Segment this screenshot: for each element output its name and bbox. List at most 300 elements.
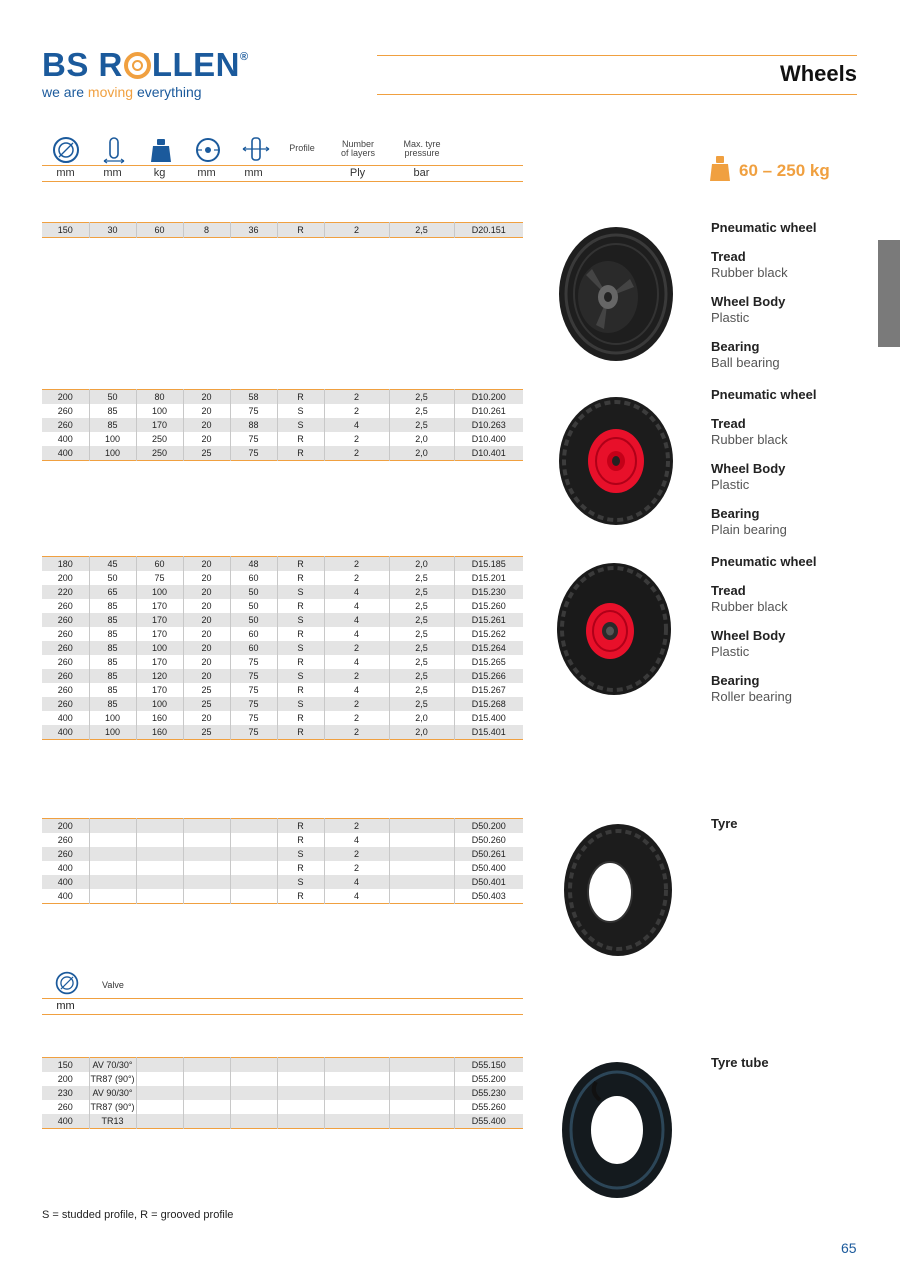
table-cell: [136, 1058, 183, 1073]
table-cell: D15.265: [454, 655, 523, 669]
table-cell: S: [277, 418, 324, 432]
table-cell: 2: [324, 669, 389, 683]
table-cell: 260: [42, 404, 89, 418]
table-cell: 260: [42, 1100, 89, 1114]
table-cell: 170: [136, 599, 183, 613]
valve-column-header: [42, 970, 523, 1015]
table-cell: D10.261: [454, 404, 523, 418]
table-cell: [183, 875, 230, 889]
table-cell: 30: [89, 223, 136, 238]
table-row: [42, 390, 523, 405]
pneumatic-wheel-red-hub-image: [557, 395, 675, 527]
table-cell: [277, 1100, 324, 1114]
unit-cell: mm: [56, 1000, 75, 1012]
product-description-1: [711, 220, 816, 384]
table-cell: [183, 847, 230, 861]
table-cell: 50: [230, 613, 277, 627]
weight-icon: [710, 156, 730, 181]
table-cell: [230, 1086, 277, 1100]
unit-cell: bar: [413, 167, 430, 179]
table-cell: D15.230: [454, 585, 523, 599]
table-cell: S: [277, 585, 324, 599]
bearing-label: Bearing: [711, 506, 760, 521]
table-row: [42, 833, 523, 847]
tread-value: Rubber black: [711, 432, 788, 447]
table-cell: 120: [136, 669, 183, 683]
table-row: [42, 641, 523, 655]
table-row: [42, 1100, 523, 1114]
table-cell: D10.200: [454, 390, 523, 405]
table-cell: 2,5: [389, 613, 454, 627]
table-cell: 75: [230, 683, 277, 697]
unit-cell: mm: [244, 167, 263, 179]
table-cell: 2: [324, 819, 389, 834]
table-cell: [389, 1086, 454, 1100]
table-cell: R: [277, 889, 324, 904]
table-cell: 2: [324, 725, 389, 740]
table-cell: D55.400: [454, 1114, 523, 1129]
table-row: [42, 557, 523, 572]
table-cell: [230, 861, 277, 875]
table-cell: 2: [324, 432, 389, 446]
table-cell: 260: [42, 418, 89, 432]
table-cell: 4: [324, 889, 389, 904]
table-row: [42, 1086, 523, 1100]
table-cell: [183, 1114, 230, 1129]
pressure-label-2: pressure: [404, 148, 440, 158]
load-capacity-icon: [146, 135, 176, 165]
table-cell: 100: [89, 711, 136, 725]
table-cell: 75: [230, 432, 277, 446]
tyre-image: [562, 822, 674, 958]
table-cell: 75: [230, 446, 277, 461]
table-cell: [277, 1058, 324, 1073]
table-cell: S: [277, 875, 324, 889]
table-cell: 20: [183, 557, 230, 572]
table-cell: 170: [136, 655, 183, 669]
table-cell: 400: [42, 446, 89, 461]
spec-table-pneumatic-roller: [42, 556, 523, 740]
table-cell: 2: [324, 390, 389, 405]
logo-ring-icon: [124, 52, 151, 79]
pressure-label-1: Max. tyre: [403, 139, 441, 149]
table-cell: 100: [89, 432, 136, 446]
table-cell: R: [277, 557, 324, 572]
table-cell: 60: [136, 557, 183, 572]
table-cell: [136, 833, 183, 847]
table-cell: 85: [89, 655, 136, 669]
valve-units-row: [42, 998, 523, 1015]
chapter-tab: [878, 240, 900, 347]
table-cell: R: [277, 599, 324, 613]
unit-cell: mm: [56, 167, 75, 179]
product-description-5: [711, 1055, 769, 1084]
spec-table-tyre-tube: [42, 1057, 523, 1129]
table-cell: 2,5: [389, 655, 454, 669]
table-cell: 250: [136, 446, 183, 461]
table-cell: 85: [89, 599, 136, 613]
table-cell: [389, 861, 454, 875]
table-cell: 170: [136, 613, 183, 627]
bearing-value: Ball bearing: [711, 355, 780, 370]
table-cell: [136, 1086, 183, 1100]
table-cell: 260: [42, 613, 89, 627]
table-cell: 2,5: [389, 223, 454, 238]
table-cell: 200: [42, 390, 89, 405]
table-cell: 85: [89, 613, 136, 627]
table-cell: [277, 1114, 324, 1129]
product-title: Pneumatic wheel: [711, 220, 817, 235]
table-cell: 2: [324, 223, 389, 238]
table-cell: [324, 1072, 389, 1086]
table-cell: 60: [230, 571, 277, 585]
table-cell: R: [277, 432, 324, 446]
table-row: [42, 819, 523, 834]
table-cell: [324, 1114, 389, 1129]
table-cell: 75: [230, 697, 277, 711]
layers-label-1: Number: [341, 139, 374, 149]
weight-range-text: 60 – 250 kg: [739, 161, 830, 180]
table-cell: 4: [324, 833, 389, 847]
brand-tagline: we are moving everything: [42, 84, 202, 100]
bearing-label: Bearing: [711, 339, 760, 354]
table-cell: D50.403: [454, 889, 523, 904]
table-cell: 100: [136, 404, 183, 418]
body-value: Plastic: [711, 477, 750, 492]
table-cell: [89, 861, 136, 875]
table-cell: 2,5: [389, 418, 454, 432]
table-cell: 260: [42, 847, 89, 861]
table-cell: 2,5: [389, 641, 454, 655]
units-row: [42, 165, 523, 182]
table-row: [42, 1114, 523, 1129]
table-cell: AV 90/30°: [89, 1086, 136, 1100]
table-cell: [230, 1100, 277, 1114]
axle-bore-icon: [193, 135, 223, 165]
table-cell: [183, 1086, 230, 1100]
page-number: 65: [841, 1240, 857, 1256]
table-cell: 25: [183, 725, 230, 740]
table-cell: S: [277, 613, 324, 627]
table-cell: [389, 847, 454, 861]
product-title: Tyre: [711, 816, 738, 831]
table-row: [42, 418, 523, 432]
wheel-diameter-icon: [51, 135, 81, 165]
table-cell: S: [277, 847, 324, 861]
table-cell: 4: [324, 613, 389, 627]
table-cell: 2,5: [389, 627, 454, 641]
table-cell: 2: [324, 404, 389, 418]
tread-value: Rubber black: [711, 599, 788, 614]
bearing-label: Bearing: [711, 673, 760, 688]
table-cell: 4: [324, 875, 389, 889]
table-cell: [389, 1058, 454, 1073]
table-cell: 2,5: [389, 683, 454, 697]
spec-table-pneumatic-plain: [42, 389, 523, 461]
table-cell: [183, 889, 230, 904]
table-row: [42, 613, 523, 627]
bearing-value: Plain bearing: [711, 522, 787, 537]
table-row: [42, 432, 523, 446]
table-cell: D55.150: [454, 1058, 523, 1073]
table-cell: 100: [136, 585, 183, 599]
table-cell: 45: [89, 557, 136, 572]
table-cell: D15.266: [454, 669, 523, 683]
table-cell: 2,5: [389, 585, 454, 599]
product-description-2: [711, 387, 816, 551]
table-cell: D15.268: [454, 697, 523, 711]
brand-name: BS R LLEN®: [42, 46, 249, 83]
table-cell: [230, 833, 277, 847]
table-cell: 20: [183, 599, 230, 613]
tread-value: Rubber black: [711, 265, 788, 280]
table-cell: 85: [89, 641, 136, 655]
table-cell: D15.261: [454, 613, 523, 627]
table-cell: 260: [42, 669, 89, 683]
table-cell: [183, 1100, 230, 1114]
table-cell: D55.200: [454, 1072, 523, 1086]
table-cell: 2,5: [389, 404, 454, 418]
table-cell: 50: [89, 390, 136, 405]
table-cell: R: [277, 446, 324, 461]
table-cell: [136, 847, 183, 861]
table-row: [42, 683, 523, 697]
table-cell: [136, 889, 183, 904]
table-cell: 2: [324, 641, 389, 655]
table-cell: 2: [324, 861, 389, 875]
table-row: [42, 889, 523, 904]
product-title: Pneumatic wheel: [711, 554, 817, 569]
table-cell: [136, 819, 183, 834]
table-cell: TR13: [89, 1114, 136, 1129]
table-cell: D55.260: [454, 1100, 523, 1114]
pneumatic-wheel-roller-bearing-image: [555, 561, 673, 697]
table-cell: 25: [183, 683, 230, 697]
table-cell: 85: [89, 404, 136, 418]
table-cell: S: [277, 404, 324, 418]
table-row: [42, 725, 523, 740]
body-label: Wheel Body: [711, 628, 786, 643]
table-cell: R: [277, 571, 324, 585]
unit-cell: mm: [197, 167, 216, 179]
table-cell: R: [277, 627, 324, 641]
table-cell: 2: [324, 446, 389, 461]
table-cell: 75: [230, 404, 277, 418]
tube-diameter-icon: [54, 970, 80, 996]
table-cell: 160: [136, 711, 183, 725]
table-cell: [89, 847, 136, 861]
table-cell: 260: [42, 655, 89, 669]
unit-cell: kg: [153, 167, 166, 179]
table-cell: 2: [324, 557, 389, 572]
product-description-4: [711, 816, 738, 845]
spec-table-pneumatic-ball: [42, 222, 523, 238]
table-cell: 4: [324, 683, 389, 697]
table-cell: [183, 833, 230, 847]
table-cell: 260: [42, 599, 89, 613]
table-cell: D50.260: [454, 833, 523, 847]
product-title: Pneumatic wheel: [711, 387, 817, 402]
table-cell: D15.400: [454, 711, 523, 725]
table-cell: R: [277, 655, 324, 669]
table-cell: 4: [324, 585, 389, 599]
table-cell: 50: [89, 571, 136, 585]
table-cell: 48: [230, 557, 277, 572]
table-cell: 260: [42, 641, 89, 655]
tread-label: Tread: [711, 249, 746, 264]
table-cell: [136, 1072, 183, 1086]
table-cell: [389, 889, 454, 904]
table-cell: [183, 819, 230, 834]
table-cell: D10.400: [454, 432, 523, 446]
table-cell: 400: [42, 875, 89, 889]
table-cell: [230, 847, 277, 861]
table-cell: D50.261: [454, 847, 523, 861]
table-cell: R: [277, 711, 324, 725]
table-cell: 60: [230, 641, 277, 655]
tyre-tube-image: [560, 1060, 674, 1200]
table-cell: [89, 889, 136, 904]
table-cell: 20: [183, 432, 230, 446]
table-cell: 400: [42, 1114, 89, 1129]
table-cell: 100: [89, 725, 136, 740]
table-cell: 20: [183, 613, 230, 627]
table-cell: 400: [42, 711, 89, 725]
table-cell: 58: [230, 390, 277, 405]
table-cell: R: [277, 683, 324, 697]
table-cell: 150: [42, 223, 89, 238]
table-cell: D10.401: [454, 446, 523, 461]
page-title: Wheels: [779, 61, 857, 86]
table-cell: [136, 1100, 183, 1114]
body-label: Wheel Body: [711, 461, 786, 476]
table-cell: 20: [183, 571, 230, 585]
table-cell: 75: [230, 655, 277, 669]
pneumatic-wheel-grey-hub-image: [556, 225, 676, 363]
table-cell: R: [277, 819, 324, 834]
table-cell: 20: [183, 655, 230, 669]
table-cell: 20: [183, 669, 230, 683]
table-cell: [230, 1058, 277, 1073]
table-cell: 100: [89, 446, 136, 461]
table-cell: R: [277, 390, 324, 405]
table-cell: 25: [183, 446, 230, 461]
table-cell: 88: [230, 418, 277, 432]
table-cell: 250: [136, 432, 183, 446]
table-row: [42, 446, 523, 461]
table-cell: 2,5: [389, 697, 454, 711]
table-cell: [277, 1072, 324, 1086]
table-cell: 200: [42, 819, 89, 834]
table-cell: 60: [230, 627, 277, 641]
bearing-value: Roller bearing: [711, 689, 792, 704]
table-cell: 260: [42, 833, 89, 847]
table-cell: D50.400: [454, 861, 523, 875]
table-cell: [230, 889, 277, 904]
brand-logo: [42, 44, 249, 100]
table-cell: 50: [230, 599, 277, 613]
table-cell: 20: [183, 390, 230, 405]
table-cell: 85: [89, 627, 136, 641]
table-cell: 2,0: [389, 711, 454, 725]
table-cell: [183, 1072, 230, 1086]
table-cell: 2: [324, 697, 389, 711]
table-cell: D15.201: [454, 571, 523, 585]
table-cell: D15.262: [454, 627, 523, 641]
table-cell: 2: [324, 711, 389, 725]
table-cell: 2,5: [389, 599, 454, 613]
table-cell: 75: [230, 669, 277, 683]
table-cell: 150: [42, 1058, 89, 1073]
spec-table-tyre: [42, 818, 523, 904]
table-cell: 230: [42, 1086, 89, 1100]
table-cell: D10.263: [454, 418, 523, 432]
table-row: [42, 847, 523, 861]
table-cell: 200: [42, 1072, 89, 1086]
tread-label: Tread: [711, 416, 746, 431]
table-cell: [230, 875, 277, 889]
table-cell: 2: [324, 847, 389, 861]
table-cell: 2,5: [389, 571, 454, 585]
body-value: Plastic: [711, 644, 750, 659]
table-cell: 75: [136, 571, 183, 585]
unit-cell: mm: [103, 167, 122, 179]
tread-label: Tread: [711, 583, 746, 598]
table-cell: [389, 833, 454, 847]
table-cell: 75: [230, 725, 277, 740]
table-cell: 100: [136, 641, 183, 655]
table-cell: [277, 1086, 324, 1100]
table-row: [42, 697, 523, 711]
table-cell: 85: [89, 683, 136, 697]
valve-label: Valve: [102, 980, 124, 990]
title-rule-bottom: [377, 94, 857, 95]
table-cell: 2,0: [389, 446, 454, 461]
table-cell: D50.200: [454, 819, 523, 834]
table-cell: [230, 1114, 277, 1129]
table-cell: 2,5: [389, 669, 454, 683]
table-row: [42, 875, 523, 889]
table-cell: 20: [183, 711, 230, 725]
table-cell: 2,0: [389, 557, 454, 572]
table-cell: [183, 861, 230, 875]
product-description-3: [711, 554, 816, 718]
table-row: [42, 571, 523, 585]
table-cell: 260: [42, 697, 89, 711]
table-cell: 400: [42, 432, 89, 446]
table-cell: [230, 819, 277, 834]
table-cell: 100: [136, 697, 183, 711]
table-cell: D50.401: [454, 875, 523, 889]
table-cell: [324, 1058, 389, 1073]
table-row: [42, 861, 523, 875]
table-cell: D15.401: [454, 725, 523, 740]
table-row: [42, 404, 523, 418]
table-cell: [389, 1100, 454, 1114]
table-cell: 170: [136, 627, 183, 641]
body-label: Wheel Body: [711, 294, 786, 309]
product-title: Tyre tube: [711, 1055, 769, 1070]
table-cell: 20: [183, 404, 230, 418]
table-cell: 400: [42, 725, 89, 740]
wheel-width-icon: [99, 135, 129, 165]
table-cell: 4: [324, 599, 389, 613]
table-cell: 36: [230, 223, 277, 238]
table-cell: 2,5: [389, 390, 454, 405]
table-cell: 60: [136, 223, 183, 238]
profile-label: Profile: [289, 143, 315, 153]
table-cell: 20: [183, 418, 230, 432]
